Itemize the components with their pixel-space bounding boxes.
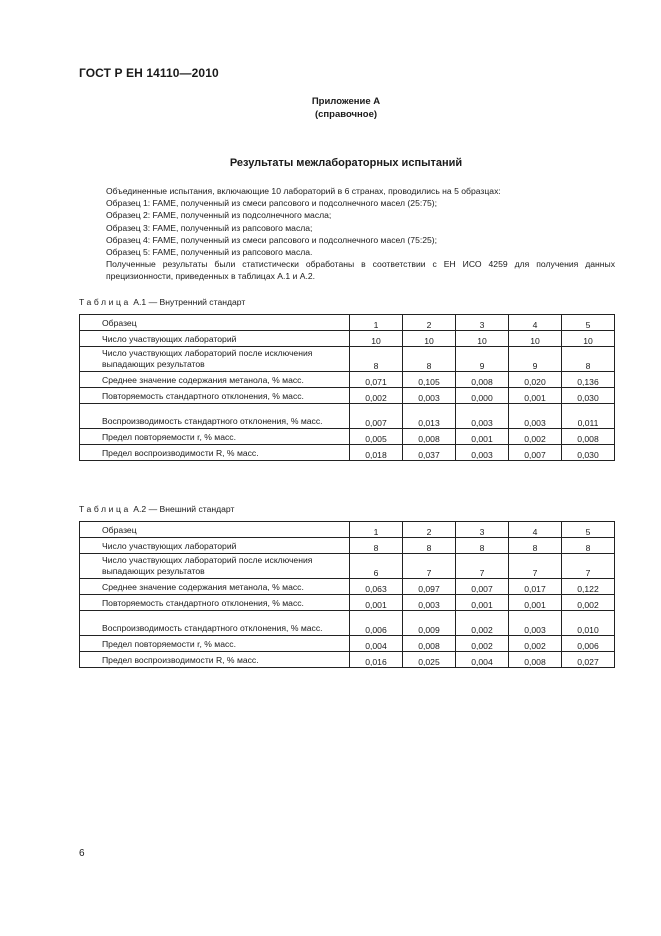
cell-value: 0,020 [509, 372, 562, 388]
caption-text: А.1 — Внутренний стандарт [130, 297, 246, 307]
table-row [80, 315, 615, 331]
appendix-subtitle: (справочное) [314, 109, 378, 120]
cell-value: 10 [350, 331, 403, 347]
cell-value: 0,002 [350, 388, 403, 404]
table-row [80, 579, 615, 595]
cell-value: 0,122 [562, 579, 615, 595]
intro-lead: Объединенные испытания, включающие 10 лабораторий в 6 странах, проводились на 5 образцах: [106, 186, 501, 196]
cell-value: 4 [509, 522, 562, 538]
row-label: Число участвующих лабораторий после исключения выпадающих результатов [80, 347, 350, 372]
cell-value: 8 [403, 538, 456, 554]
cell-value: 0,017 [509, 579, 562, 595]
caption-prefix: Таблица [79, 504, 131, 514]
appendix-title: Приложение А [311, 96, 381, 107]
table-row [80, 429, 615, 445]
table-row [80, 347, 615, 372]
table-row [80, 331, 615, 347]
cell-value: 3 [456, 522, 509, 538]
cell-value: 4 [509, 315, 562, 331]
cell-value: 0,013 [403, 404, 456, 429]
cell-value: 0,004 [350, 636, 403, 652]
sample-item: Образец 4: FAME, полученный из смеси рапсового и подсолнечного масел (75:25); [106, 234, 438, 245]
cell-value: 8 [562, 347, 615, 372]
row-label: Образец [80, 522, 350, 538]
page-number: 6 [79, 848, 85, 859]
cell-value: 0,008 [403, 429, 456, 445]
cell-value: 8 [350, 347, 403, 372]
cell-value: 2 [403, 522, 456, 538]
cell-value: 0,063 [350, 579, 403, 595]
table-row [80, 611, 615, 636]
table-row [80, 404, 615, 429]
cell-value: 0,009 [403, 611, 456, 636]
cell-value: 8 [456, 538, 509, 554]
cell-value: 0,008 [562, 429, 615, 445]
cell-value: 7 [509, 554, 562, 579]
cell-value: 0,002 [562, 595, 615, 611]
row-label: Предел повторяемости r, % масс. [80, 636, 350, 652]
cell-value: 9 [456, 347, 509, 372]
table-row [80, 538, 615, 554]
sample-item: Образец 2: FAME, полученный из подсолнечного масла; [106, 210, 332, 221]
cell-value: 0,002 [509, 429, 562, 445]
cell-value: 0,003 [456, 404, 509, 429]
document-header: ГОСТ Р ЕН 14110—2010 [79, 66, 219, 80]
cell-value: 10 [456, 331, 509, 347]
cell-value: 0,030 [562, 388, 615, 404]
table-row [80, 522, 615, 538]
cell-value: 7 [456, 554, 509, 579]
caption-prefix: Таблица [79, 297, 131, 307]
cell-value: 0,027 [562, 652, 615, 668]
cell-value: 8 [562, 538, 615, 554]
row-label: Предел повторяемости r, % масс. [80, 429, 350, 445]
cell-value: 6 [350, 554, 403, 579]
cell-value: 0,003 [509, 404, 562, 429]
cell-value: 0,025 [403, 652, 456, 668]
cell-value: 7 [403, 554, 456, 579]
row-label: Повторяемость стандартного отклонения, % масс. [80, 388, 350, 404]
row-label: Повторяемость стандартного отклонения, % масс. [80, 595, 350, 611]
cell-value: 8 [350, 538, 403, 554]
table2 [79, 521, 615, 668]
row-label: Среднее значение содержания метанола, % масс. [80, 579, 350, 595]
table-row [80, 554, 615, 579]
cell-value: 9 [509, 347, 562, 372]
cell-value: 0,037 [403, 445, 456, 461]
cell-value: 0,006 [562, 636, 615, 652]
table-row [80, 652, 615, 668]
cell-value: 0,136 [562, 372, 615, 388]
row-label: Среднее значение содержания метанола, % масс. [80, 372, 350, 388]
cell-value: 0,001 [456, 595, 509, 611]
cell-value: 0,016 [350, 652, 403, 668]
cell-value: 0,007 [350, 404, 403, 429]
cell-value: 0,007 [456, 579, 509, 595]
cell-value: 0,002 [456, 636, 509, 652]
cell-value: 0,071 [350, 372, 403, 388]
cell-value: 10 [403, 331, 456, 347]
sample-item: Образец 1: FAME, полученный из смеси рапсового и подсолнечного масел (25:75); [106, 198, 438, 209]
table1-caption [79, 297, 245, 307]
cell-value: 0,001 [350, 595, 403, 611]
cell-value: 5 [562, 315, 615, 331]
table-row [80, 595, 615, 611]
intro-text [79, 185, 615, 283]
cell-value: 0,003 [456, 445, 509, 461]
cell-value: 0,030 [562, 445, 615, 461]
cell-value: 0,000 [456, 388, 509, 404]
sample-item: Образец 3: FAME, полученный из рапсового масла; [106, 222, 313, 233]
row-label: Число участвующих лабораторий после исключения выпадающих результатов [80, 554, 350, 579]
cell-value: 0,002 [456, 611, 509, 636]
row-label: Предел воспроизводимости R, % масс. [80, 445, 350, 461]
cell-value: 0,008 [403, 636, 456, 652]
cell-value: 0,006 [350, 611, 403, 636]
row-label: Воспроизводимость стандартного отклонения, % масс. [80, 611, 350, 636]
cell-value: 0,002 [509, 636, 562, 652]
table-row [80, 445, 615, 461]
sample-item: Образец 5: FAME, полученный из рапсового масла. [106, 247, 313, 258]
cell-value: 0,105 [403, 372, 456, 388]
cell-value: 10 [509, 331, 562, 347]
row-label: Число участвующих лабораторий [80, 331, 350, 347]
table-row [80, 636, 615, 652]
row-label: Предел воспроизводимости R, % масс. [80, 652, 350, 668]
cell-value: 5 [562, 522, 615, 538]
table-row [80, 372, 615, 388]
cell-value: 0,018 [350, 445, 403, 461]
cell-value: 2 [403, 315, 456, 331]
cell-value: 0,005 [350, 429, 403, 445]
table-row [80, 388, 615, 404]
row-label: Число участвующих лабораторий [80, 538, 350, 554]
cell-value: 0,004 [456, 652, 509, 668]
cell-value: 0,003 [403, 595, 456, 611]
cell-value: 10 [562, 331, 615, 347]
table2-caption [79, 504, 234, 514]
cell-value: 0,007 [509, 445, 562, 461]
cell-value: 0,001 [509, 595, 562, 611]
cell-value: 0,097 [403, 579, 456, 595]
section-title: Результаты межлабораторных испытаний [229, 157, 463, 169]
cell-value: 0,001 [509, 388, 562, 404]
cell-value: 0,008 [456, 372, 509, 388]
caption-text: А.2 — Внешний стандарт [130, 504, 235, 514]
cell-value: 1 [350, 522, 403, 538]
cell-value: 0,011 [562, 404, 615, 429]
cell-value: 0,003 [509, 611, 562, 636]
cell-value: 0,010 [562, 611, 615, 636]
cell-value: 3 [456, 315, 509, 331]
cell-value: 0,003 [403, 388, 456, 404]
cell-value: 8 [403, 347, 456, 372]
intro-closing: Полученные результаты были статистически обработаны в соответствии с ЕН ИСО 4259 для получения данных прецизионности, приведенных в таблицах А.1 и А.2. [106, 259, 615, 282]
cell-value: 1 [350, 315, 403, 331]
cell-value: 8 [509, 538, 562, 554]
cell-value: 0,008 [509, 652, 562, 668]
cell-value: 0,001 [456, 429, 509, 445]
cell-value: 7 [562, 554, 615, 579]
row-label: Образец [80, 315, 350, 331]
table1 [79, 314, 615, 461]
row-label: Воспроизводимость стандартного отклонения, % масс. [80, 404, 350, 429]
